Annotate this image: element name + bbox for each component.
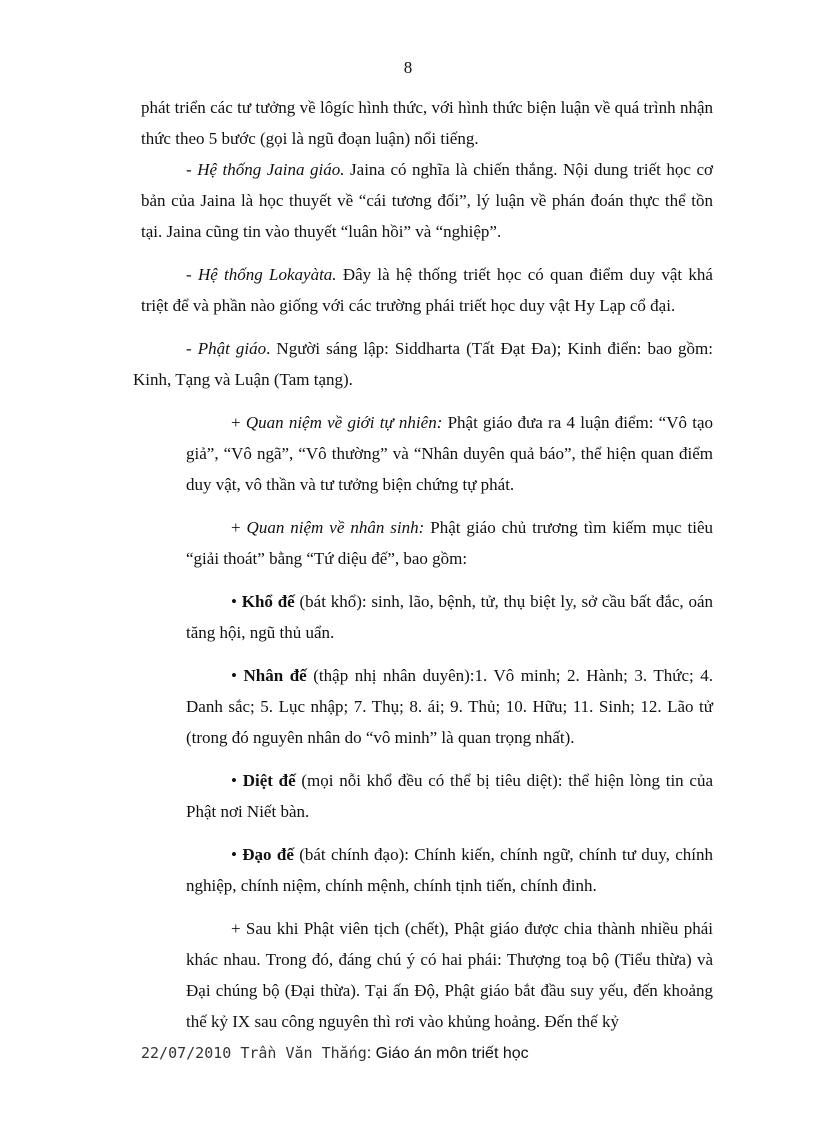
heading-nature-view: Quan niệm về giới tự nhiên: [245, 413, 443, 432]
list-item-dao-de: • Đạo đế (bát chính đạo): Chính kiến, chính ngữ, chính tư duy, chính nghiệp, chính niệm, chính mệnh, chính tịnh tiến, chính đinh. [186, 845, 714, 895]
footer-title: : Giáo án môn triết học [366, 1045, 529, 1062]
list-item-diet-de: • Diệt đế (mọi nỗi khổ đều có thể bị tiêu diệt): thể hiện lòng tin của Phật nơi Niết bàn. [186, 771, 713, 821]
bullet-icon: • [231, 592, 242, 611]
paragraph-buddhism: - Phật giáo. Người sáng lập: Siddharta (Tất Đạt Đa); Kinh điển: bao gồm: Kinh, Tạng và Luận (Tam tạng). [133, 339, 713, 389]
bullet-icon: • [231, 666, 244, 685]
page-number: 8 [403, 58, 413, 77]
paragraph-lokayata: - Hệ thống Lokayàta. Đây là hệ thống triết học có quan điểm duy vật khá triệt để và phần nào giống với các trường phái triết học duy vật Hy Lạp cổ đại. [141, 265, 713, 315]
document-body [133, 92, 714, 1037]
heading-buddhism: Phật giáo [197, 339, 267, 358]
paragraph-intro: phát triển các tư tưởng về lôgíc hình thức, với hình thức biện luận về quá trình nhận thức theo 5 bước (gọi là ngũ đoạn luận) nổi tiếng. [141, 98, 713, 148]
heading-lokayata: Hệ thống Lokayàta. [197, 265, 337, 284]
paragraph-nature-view: + Quan niệm về giới tự nhiên: Phật giáo đưa ra 4 luận điểm: “Vô tạo giả”, “Vô ngã”, “Vô thường” và “Nhân duyên quả báo”, thể hiện quan điểm duy vật, vô thần và tư tưởng biện chứng tự phát. [186, 413, 713, 494]
paragraph-life-view: + Quan niệm về nhân sinh: Phật giáo chủ trương tìm kiếm mục tiêu “giải thoát” bằng “Tứ diệu đế”, bao gồm: [186, 518, 713, 568]
paragraph-jaina: - Hệ thống Jaina giáo. Jaina có nghĩa là chiến thắng. Nội dung triết học cơ bản của Jaina là học thuyết về “cái tương đối”, lý luận về phán đoán thực thể tồn tại. Jaina cũng tin vào thuyết “luân hồi” và “nghiệp”. [141, 160, 713, 241]
bullet-icon: • [231, 771, 243, 790]
bullet-icon: • [231, 845, 243, 864]
list-item-kho-de: • Khổ đế (bát khổ): sinh, lão, bệnh, tử, thụ biệt ly, sở cầu bất đắc, oán tăng hội, ngũ thủ uẩn. [186, 592, 713, 642]
list-item-nhan-de: • Nhân đế (thập nhị nhân duyên):1. Vô minh; 2. Hành; 3. Thức; 4. Danh sắc; 5. Lục nhập; 7. Thụ; 8. ái; 9. Thủ; 10. Hữu; 11. Sinh; 12. Lão tử (trong đó nguyên nhân do “vô minh” là quan trọng nhất). [186, 666, 714, 747]
page-footer [141, 1043, 741, 1063]
heading-jaina: Hệ thống Jaina giáo. [197, 160, 345, 179]
heading-life-view: Quan niệm về nhân sinh: [246, 518, 425, 537]
paragraph-schools: + Sau khi Phật viên tịch (chết), Phật giáo được chia thành nhiều phái khác nhau. Trong đó, đáng chú ý có hai phái: Thượng toạ bộ (Tiểu thừa) và Đại chúng bộ (Đại thừa). Tại ấn Độ, Phật giáo bắt đầu suy yếu, đến khoảng thế kỷ IX sau công nguyên thì rơi vào khủng hoảng. Đến thế kỷ [186, 919, 713, 1031]
footer-date-author: 22/07/2010 Trần Văn Thắng [141, 1044, 367, 1062]
